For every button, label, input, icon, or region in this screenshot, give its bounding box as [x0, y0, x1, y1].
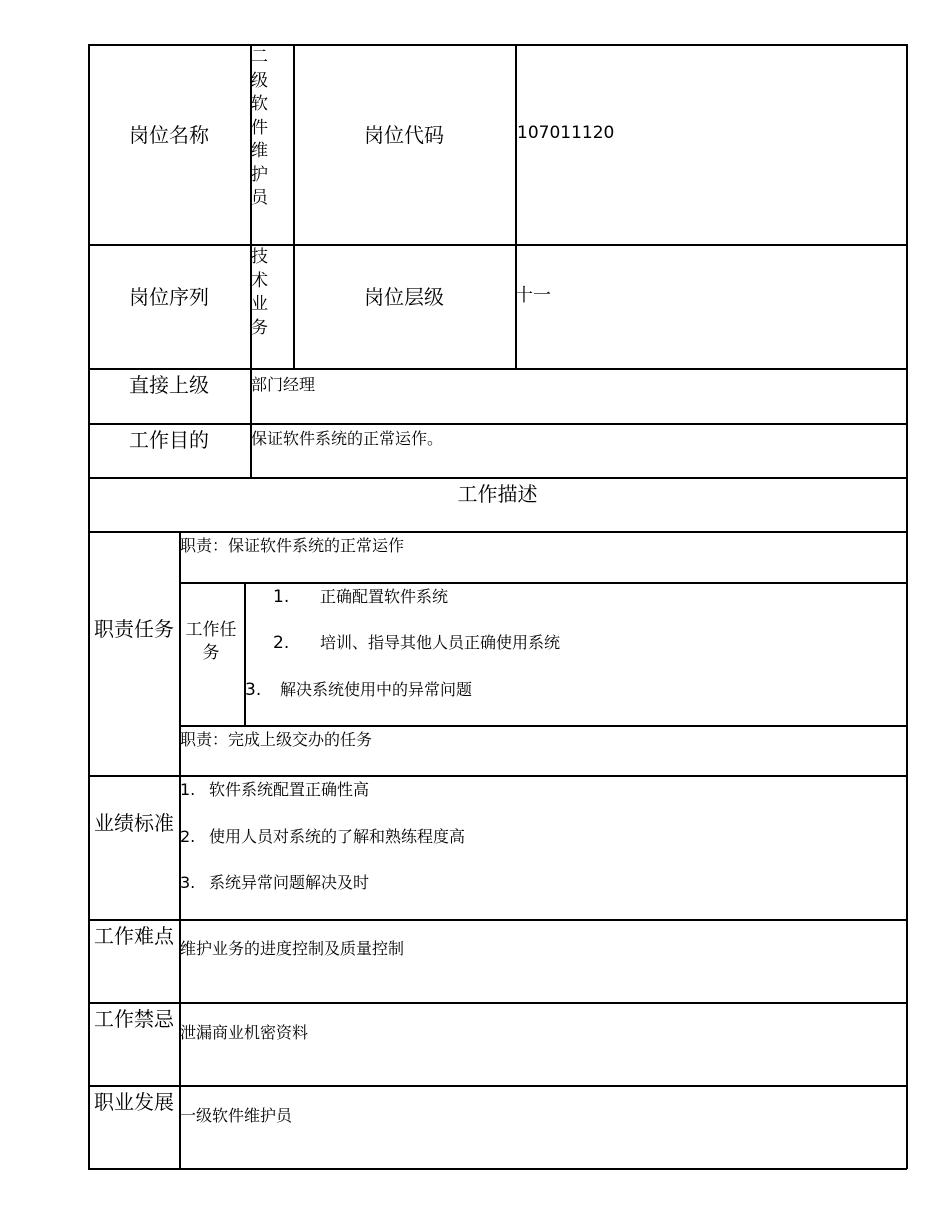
grid-line: [88, 477, 907, 479]
superior-value: 部门经理: [251, 375, 316, 394]
position-name-value: 二级软件维护员: [251, 47, 268, 208]
grid-line: [88, 1168, 907, 1170]
difficulty-label-text: 工作难点: [94, 924, 174, 948]
prohibition-value: 泄漏商业机密资料: [180, 1023, 309, 1042]
position-series-label: 岗位序列: [129, 285, 209, 309]
grid-line: [906, 44, 908, 1169]
performance-2-text: 使用人员对系统的了解和熟练程度高: [209, 827, 466, 846]
career-label-text: 职业发展: [94, 1090, 174, 1114]
position-series-value: 技术业务: [251, 247, 268, 338]
duty-2: 职责：完成上级交办的任务: [180, 730, 373, 749]
career-value: 一级软件维护员: [180, 1106, 293, 1125]
prohibition-label-text: 工作禁忌: [94, 1007, 174, 1031]
grid-line: [88, 919, 907, 921]
task-3-num: 3.: [245, 680, 262, 700]
prohibition-label: [94, 1005, 174, 1033]
grid-line: [515, 44, 517, 369]
tasks-label: [180, 619, 242, 665]
grid-line: [88, 368, 907, 370]
performance-1-num: 1.: [180, 780, 196, 799]
career-label: [94, 1088, 174, 1116]
performance-3-num: 3.: [180, 873, 196, 892]
grid-line: [88, 44, 90, 1169]
position-code-value: 107011120: [517, 123, 615, 143]
grid-line: [88, 1002, 907, 1004]
duty-1: 职责：保证软件系统的正常运作: [180, 536, 405, 555]
grid-line: [244, 582, 246, 726]
grid-line: [179, 582, 907, 584]
grid-line: [293, 44, 295, 369]
performance-3-text: 系统异常问题解决及时: [209, 873, 370, 892]
task-2-num: 2.: [273, 633, 290, 653]
grid-line: [88, 423, 907, 425]
task-3-text: 解决系统使用中的异常问题: [280, 680, 473, 699]
difficulty-label: [94, 922, 174, 950]
position-code-label: 岗位代码: [364, 123, 444, 147]
grid-line: [179, 725, 907, 727]
superior-label: 直接上级: [129, 373, 209, 397]
duties-label: [92, 614, 176, 644]
grid-line: [88, 244, 907, 246]
performance-1-text: 软件系统配置正确性高: [209, 780, 370, 799]
performance-2-num: 2.: [180, 827, 196, 846]
difficulty-value: 维护业务的进度控制及质量控制: [180, 939, 405, 958]
description-header: 工作描述: [457, 482, 538, 506]
grid-line: [88, 775, 907, 777]
position-level-label: 岗位层级: [364, 285, 444, 309]
grid-line: [88, 44, 907, 46]
purpose-value: 保证软件系统的正常运作。: [251, 429, 444, 448]
grid-line: [88, 1085, 907, 1087]
task-1-num: 1.: [273, 587, 290, 607]
tasks-label-text: 工作任务: [185, 620, 237, 663]
position-level-value: 十一: [515, 285, 551, 306]
position-name-label: 岗位名称: [129, 123, 209, 147]
performance-label: [94, 809, 174, 837]
task-2-text: 培训、指导其他人员正确使用系统: [320, 633, 561, 652]
performance-label-text: 业绩标准: [94, 811, 174, 835]
task-1-text: 正确配置软件系统: [320, 587, 449, 606]
duties-label-text: 职责任务: [94, 617, 174, 641]
grid-line: [88, 531, 907, 533]
purpose-label: 工作目的: [129, 428, 209, 452]
